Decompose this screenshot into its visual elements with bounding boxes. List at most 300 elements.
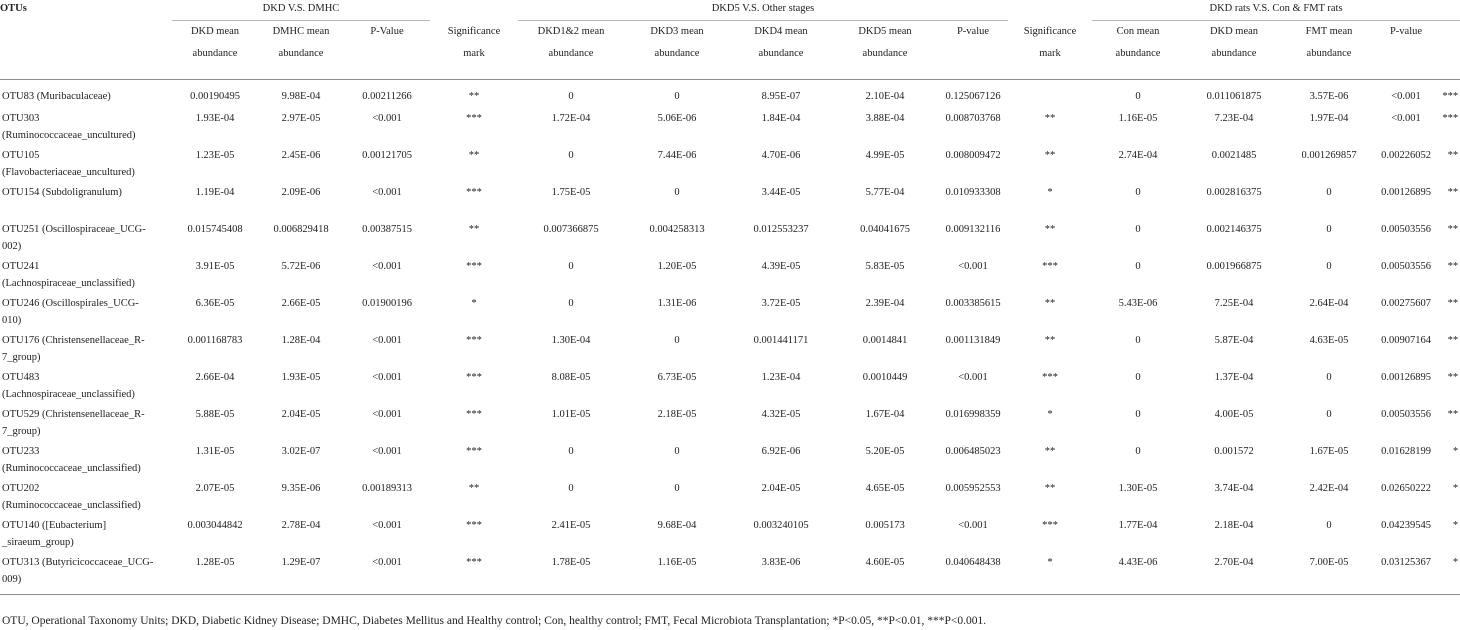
table-cell: 3.74E-04 (1214, 483, 1254, 494)
column-header-line: DMHC mean (272, 26, 330, 37)
table-row (0, 369, 1460, 406)
table-cell: 0.125067126 (945, 91, 1001, 102)
table-cell: 3.72E-05 (761, 298, 801, 309)
table-cell: 4.63E-05 (1309, 335, 1349, 346)
otus-column-header (0, 21, 172, 80)
table-cell: *** (1042, 372, 1058, 383)
column-header-line: abundance (1211, 48, 1257, 59)
table-cell: * (1452, 520, 1459, 531)
table-cell: ** (468, 91, 480, 102)
table-cell: 0.001441171 (753, 335, 809, 346)
column-header-line: DKD3 mean (650, 26, 704, 37)
table-cell: 3.88E-04 (865, 113, 905, 124)
table-cell: 0 (568, 150, 574, 161)
otu-name-cell (0, 332, 172, 369)
group-header-row (0, 0, 1460, 21)
otu-name-line: 7_group) (2, 352, 41, 363)
table-cell: 1.67E-05 (1309, 446, 1349, 457)
table-cell: 0.001168783 (187, 335, 243, 346)
table-cell: 0 (674, 335, 680, 346)
table-cell: 7.23E-04 (1214, 113, 1254, 124)
otu-name-line: 7_group) (2, 426, 41, 437)
otu-name-cell (0, 80, 172, 111)
table-row (0, 80, 1460, 111)
table-row (0, 517, 1460, 554)
table-cell: <0.001 (372, 446, 402, 457)
otu-name-line: OTU241 (2, 261, 40, 272)
table-cell: ** (1044, 224, 1056, 235)
table-cell: 4.70E-06 (761, 150, 801, 161)
table-cell: 5.87E-04 (1214, 335, 1254, 346)
table-cell: <0.001 (958, 261, 988, 272)
table-cell: 1.20E-05 (657, 261, 697, 272)
table-cell: 0.00503556 (1381, 409, 1431, 420)
table-cell: 2.66E-05 (281, 298, 321, 309)
table-cell: 0.010933308 (945, 187, 1001, 198)
table-cell: ** (1447, 372, 1459, 383)
column-header-line: abundance (862, 48, 908, 59)
table-cell: ** (1044, 113, 1056, 124)
table-cell: 0 (674, 483, 680, 494)
table-cell: *** (466, 261, 482, 272)
table-cell: ** (1044, 150, 1056, 161)
table-cell: 0.00275607 (1381, 298, 1431, 309)
table-cell: ** (1447, 224, 1459, 235)
table-cell: 5.20E-05 (865, 446, 905, 457)
table-cell: 0 (1135, 446, 1141, 457)
table-cell: 5.72E-06 (281, 261, 321, 272)
column-header-line: DKD4 mean (754, 26, 808, 37)
column-header (624, 21, 730, 80)
column-header (1284, 21, 1374, 80)
table-cell: 0.0010449 (862, 372, 908, 383)
table-cell: 1.93E-04 (195, 113, 235, 124)
table-cell: *** (466, 446, 482, 457)
table-cell: 1.23E-05 (195, 150, 235, 161)
otu-name-line: OTU83 (Muribaculaceae) (2, 91, 111, 102)
table-cell: 0.0021485 (1211, 150, 1257, 161)
table-cell: 0 (1135, 261, 1141, 272)
otu-name-line: OTU140 ([Eubacterium] (2, 520, 107, 531)
table-cell: 2.09E-06 (281, 187, 321, 198)
table-cell: 0.002146375 (1206, 224, 1262, 235)
table-cell: 2.07E-05 (195, 483, 235, 494)
table-cell: 4.65E-05 (865, 483, 905, 494)
table-cell: * (1047, 187, 1053, 198)
table-cell: 2.45E-06 (281, 150, 321, 161)
table-cell: 1.31E-06 (657, 298, 697, 309)
table-cell: 1.67E-04 (865, 409, 905, 420)
column-header (172, 21, 258, 80)
table-cell: <0.001 (372, 261, 402, 272)
column-header (730, 21, 832, 80)
table-cell: <0.001 (372, 372, 402, 383)
table-cell: 2.04E-05 (281, 409, 321, 420)
table-cell: 0.008703768 (945, 113, 1001, 124)
table-cell: 3.83E-06 (730, 554, 832, 595)
table-row (0, 221, 1460, 258)
table-cell: 1.01E-05 (551, 409, 591, 420)
table-cell: <0.001 (958, 372, 988, 383)
otu-name-line: (Ruminococcaceae_unclassified) (2, 463, 141, 474)
table-cell: 3.57E-06 (1309, 91, 1349, 102)
table-cell: 2.39E-04 (865, 298, 905, 309)
table-cell: ** (468, 483, 480, 494)
table-cell: 0.00226052 (1381, 150, 1431, 161)
table-cell: ** (468, 150, 480, 161)
otu-name-cell (0, 221, 172, 258)
table-cell: 8.95E-07 (761, 91, 801, 102)
table-cell: <0.001 (1391, 91, 1421, 102)
table-cell: * (1438, 554, 1460, 595)
column-header-line: P-value (956, 26, 990, 37)
table-cell: 3.02E-07 (281, 446, 321, 457)
table-cell: 1.23E-04 (761, 372, 801, 383)
table-cell: 0.003385615 (945, 298, 1001, 309)
column-header-line: P-Value (370, 26, 404, 37)
table-cell: 1.75E-05 (551, 187, 591, 198)
table-cell: 0.00387515 (362, 224, 412, 235)
otu-name-cell (0, 480, 172, 517)
table-cell: <0.001 (372, 187, 402, 198)
table-cell: <0.001 (372, 409, 402, 420)
table-cell: 1.16E-05 (624, 554, 730, 595)
table-cell: *** (466, 372, 482, 383)
table-cell: 0.00190495 (190, 91, 240, 102)
column-header-line: abundance (548, 48, 594, 59)
table-cell: 2.70E-04 (1184, 554, 1284, 595)
column-header-line: abundance (1115, 48, 1161, 59)
table-row (0, 332, 1460, 369)
group-header-dkd5-vs-other: DKD5 V.S. Other stages (518, 0, 1008, 21)
table-cell: 2.10E-04 (865, 91, 905, 102)
table-cell: *** (1442, 91, 1459, 102)
table-body (0, 80, 1460, 595)
column-header (1184, 21, 1284, 80)
table-cell: 2.04E-05 (761, 483, 801, 494)
table-cell: 9.98E-04 (281, 91, 321, 102)
table-cell: 0 (1326, 224, 1332, 235)
otu-name-line: OTU202 (2, 483, 40, 494)
column-header-line: Significance (447, 25, 501, 37)
table-cell: ** (1044, 446, 1056, 457)
column-header-line: Significance (1023, 25, 1077, 37)
otu-name-line: OTU313 (Butyricicoccaceae_UCG- (2, 557, 154, 568)
table-cell: 5.77E-04 (865, 187, 905, 198)
table-cell: 0.001131849 (945, 335, 1001, 346)
table-cell: 7.00E-05 (1284, 554, 1374, 595)
table-cell: *** (466, 113, 482, 124)
table-cell: 0.040648438 (938, 554, 1008, 595)
otu-name-cell (0, 184, 172, 221)
otu-name-cell (0, 369, 172, 406)
otu-name-cell (0, 406, 172, 443)
table-cell: 0 (674, 446, 680, 457)
table-cell: * (1008, 554, 1092, 595)
otu-name-cell (0, 110, 172, 147)
table-cell: 0.01900196 (362, 298, 412, 309)
table-row (0, 443, 1460, 480)
table-cell: 0 (1135, 335, 1141, 346)
table-cell: 0 (674, 187, 680, 198)
table-cell: 2.74E-04 (1118, 150, 1158, 161)
otu-name-line: OTU246 (Oscillospirales_UCG- (2, 298, 139, 309)
table-cell: 1.19E-04 (195, 187, 235, 198)
table-cell: 1.28E-04 (281, 335, 321, 346)
otu-name-line: OTU529 (Christensenellaceae_R- (2, 409, 145, 420)
table-cell: *** (466, 409, 482, 420)
table-cell: 3.91E-05 (195, 261, 235, 272)
table-cell: 0.001572 (1214, 446, 1254, 457)
column-header (938, 21, 1008, 80)
table-row (0, 406, 1460, 443)
table-cell: 0.012553237 (753, 224, 809, 235)
table-cell: ** (1447, 150, 1459, 161)
table-cell: ** (1447, 335, 1459, 346)
group-header-spacer (1008, 0, 1092, 21)
table-cell: 1.37E-04 (1214, 372, 1254, 383)
table-cell: ** (1447, 298, 1459, 309)
table-cell: 1.30E-04 (551, 335, 591, 346)
table-row (0, 110, 1460, 147)
table-cell: 0.015745408 (187, 224, 243, 235)
table-cell: 1.77E-04 (1118, 520, 1158, 531)
table-cell: 0.00189313 (362, 483, 412, 494)
column-header (1092, 21, 1184, 80)
table-cell: * (471, 298, 477, 309)
table-cell: 7.44E-06 (657, 150, 697, 161)
otu-name-cell (0, 443, 172, 480)
table-cell: 0 (1135, 372, 1141, 383)
otu-name-line: OTU176 (Christensenellaceae_R- (2, 335, 145, 346)
otu-name-cell (0, 147, 172, 184)
table-cell: 0 (1135, 187, 1141, 198)
table-cell: 0 (1326, 187, 1332, 198)
table-cell: 0.005952553 (945, 483, 1001, 494)
table-cell: * (1452, 446, 1459, 457)
table-cell: 0.03125367 (1374, 554, 1438, 595)
table-cell: 2.78E-04 (281, 520, 321, 531)
table-cell: 0.00121705 (362, 150, 412, 161)
table-row (0, 258, 1460, 295)
table-cell: 0 (568, 261, 574, 272)
table-row (0, 554, 1460, 595)
table-cell: 4.60E-05 (832, 554, 938, 595)
column-header-line: mark (463, 47, 485, 59)
table-cell: *** (1042, 261, 1058, 272)
table-cell: 1.78E-05 (518, 554, 624, 595)
otu-name-line: (Lachnospiraceae_unclassified) (2, 278, 135, 289)
table-cell: 0.001966875 (1206, 261, 1262, 272)
column-header (1374, 21, 1438, 80)
table-row (0, 295, 1460, 332)
group-header-dkd-vs-dmhc: DKD V.S. DMHC (172, 0, 430, 21)
table-cell: 0 (1135, 91, 1141, 102)
table-cell: 4.99E-05 (865, 150, 905, 161)
table-cell: 8.08E-05 (551, 372, 591, 383)
table-cell: * (1452, 483, 1459, 494)
table-cell: 0.01628199 (1381, 446, 1431, 457)
table-cell: 0 (568, 298, 574, 309)
table-cell: 0.011061875 (1206, 91, 1262, 102)
table-cell: *** (1042, 520, 1058, 531)
table-cell: * (1047, 409, 1053, 420)
otu-name-line: (Flavobacteriaceae_uncultured) (2, 167, 135, 178)
table-cell: *** (1442, 113, 1459, 124)
table-cell: 0 (1326, 261, 1332, 272)
table-row (0, 147, 1460, 184)
table-cell: 0.006829418 (273, 224, 329, 235)
table-cell: 1.72E-04 (551, 113, 591, 124)
column-header (1438, 21, 1460, 80)
table-cell: 4.00E-05 (1214, 409, 1254, 420)
table-cell: 2.18E-05 (657, 409, 697, 420)
table-cell: <0.001 (372, 520, 402, 531)
table-cell: ** (1044, 298, 1056, 309)
table-cell: 1.29E-07 (258, 554, 344, 595)
table-cell: 3.44E-05 (761, 187, 801, 198)
column-header-line: DKD5 mean (858, 26, 912, 37)
table-cell: 5.06E-06 (657, 113, 697, 124)
table-cell: 2.64E-04 (1309, 298, 1349, 309)
table-cell: 2.41E-05 (551, 520, 591, 531)
table-cell: ** (468, 224, 480, 235)
table-cell: <0.001 (1391, 113, 1421, 124)
table-cell: 1.16E-05 (1118, 113, 1158, 124)
table-cell: 0 (568, 446, 574, 457)
table-cell: 5.43E-06 (1118, 298, 1158, 309)
table-cell: 0 (1135, 409, 1141, 420)
table-cell: 0.005173 (865, 520, 905, 531)
table-row (0, 480, 1460, 517)
otu-name-cell (0, 295, 172, 332)
table-cell: 1.84E-04 (761, 113, 801, 124)
table-cell: 0.0014841 (862, 335, 908, 346)
table-cell: 2.18E-04 (1214, 520, 1254, 531)
otu-name-line: OTU154 (Subdoligranulum) (2, 187, 122, 198)
table-cell: 5.83E-05 (865, 261, 905, 272)
otu-name-cell (0, 554, 172, 595)
table-cell: 0.04041675 (860, 224, 910, 235)
column-header (1008, 21, 1092, 80)
table-cell: 1.30E-05 (1118, 483, 1158, 494)
table-cell: 6.73E-05 (657, 372, 697, 383)
table-cell: 0 (568, 91, 574, 102)
table-cell: 6.92E-06 (761, 446, 801, 457)
table-cell (1008, 80, 1092, 111)
table-cell: <0.001 (344, 554, 430, 595)
otu-name-line: (Lachnospiraceae_unclassified) (2, 389, 135, 400)
column-header-line: DKD mean (190, 26, 240, 37)
table-cell: 0.00211266 (362, 91, 412, 102)
table-cell: 0 (1326, 520, 1332, 531)
table-cell: *** (466, 335, 482, 346)
otu-name-line: 009) (2, 574, 22, 585)
otu-name-cell (0, 258, 172, 295)
table-footnote: OTU, Operational Taxonomy Units; DKD, Diabetic Kidney Disease; DMHC, Diabetes Mellitus and Healthy control; Con, healthy control; FMT, Fecal Microbiota Transplantation; *P<0.05, **P<0.01, ***P<0.001. (2, 615, 987, 627)
column-header (258, 21, 344, 80)
table-cell: 0.00503556 (1381, 224, 1431, 235)
table-cell: ** (1447, 261, 1459, 272)
column-header-line: DKD1&2 mean (537, 26, 605, 37)
column-header-line: abundance (1306, 48, 1352, 59)
table-cell: <0.001 (372, 113, 402, 124)
table-cell: 0.007366875 (543, 224, 599, 235)
table-cell: 0.00126895 (1381, 372, 1431, 383)
otu-name-line: (Ruminococcaceae_uncultured) (2, 130, 136, 141)
column-header-line: abundance (654, 48, 700, 59)
table-cell: 0.016998359 (945, 409, 1001, 420)
table-cell: 0.004258313 (649, 224, 705, 235)
table-cell: 6.36E-05 (195, 298, 235, 309)
table-cell: 5.88E-05 (195, 409, 235, 420)
table-cell: 7.25E-04 (1214, 298, 1254, 309)
otus-header: OTUs (0, 3, 27, 14)
table-cell: 1.28E-05 (172, 554, 258, 595)
table-cell: 0.002816375 (1206, 187, 1262, 198)
table-cell: 0.00126895 (1381, 187, 1431, 198)
table-cell: 0.00907164 (1381, 335, 1431, 346)
column-header (344, 21, 430, 80)
table-cell: 0.009132116 (945, 224, 1001, 235)
otu-name-line: 002) (2, 241, 22, 252)
group-header-spacer (430, 0, 518, 21)
column-header-line: DKD mean (1209, 26, 1259, 37)
group-header-rats: DKD rats V.S. Con & FMT rats (1092, 0, 1460, 21)
table-cell: *** (466, 520, 482, 531)
table-cell: 9.35E-06 (281, 483, 321, 494)
column-header-line: abundance (192, 48, 238, 59)
column-header-line: FMT mean (1305, 26, 1353, 37)
otu-name-line: (Ruminococcaceae_unclassified) (2, 500, 141, 511)
otu-name-line: 010) (2, 315, 22, 326)
table-cell: 0.02650222 (1381, 483, 1431, 494)
otu-name-line: OTU303 (2, 113, 40, 124)
table-cell: *** (466, 187, 482, 198)
table-row (0, 184, 1460, 221)
table-cell: 2.42E-04 (1309, 483, 1349, 494)
table-cell: 0.003240105 (753, 520, 809, 531)
table-cell: ** (1044, 483, 1056, 494)
column-header-line: mark (1039, 47, 1061, 59)
table-cell: 0.001269857 (1301, 150, 1357, 161)
table-cell: ** (1044, 335, 1056, 346)
column-header (430, 21, 518, 80)
table-cell: 0.00503556 (1381, 261, 1431, 272)
table-cell: 0.003044842 (187, 520, 243, 531)
otu-name-line: OTU105 (2, 150, 40, 161)
column-header (832, 21, 938, 80)
column-header-line: Con mean (1116, 26, 1160, 37)
column-header-line: P-value (1389, 26, 1423, 37)
table-cell: <0.001 (958, 520, 988, 531)
column-header-line: abundance (278, 48, 324, 59)
table-cell: 0.006485023 (945, 446, 1001, 457)
table-cell: 2.97E-05 (281, 113, 321, 124)
table-cell: 2.66E-04 (195, 372, 235, 383)
table-cell: 4.43E-06 (1092, 554, 1184, 595)
table-cell: <0.001 (372, 335, 402, 346)
table-cell: 0 (1326, 372, 1332, 383)
table-cell: 0 (1135, 224, 1141, 235)
table-cell: 4.39E-05 (761, 261, 801, 272)
otu-name-line: OTU251 (Oscillospiraceae_UCG- (2, 224, 146, 235)
table-cell: 0 (568, 483, 574, 494)
table-cell: 4.32E-05 (761, 409, 801, 420)
otu-name-line: OTU233 (2, 446, 40, 457)
table-cell: 0 (1326, 409, 1332, 420)
table-cell: ** (1447, 409, 1459, 420)
